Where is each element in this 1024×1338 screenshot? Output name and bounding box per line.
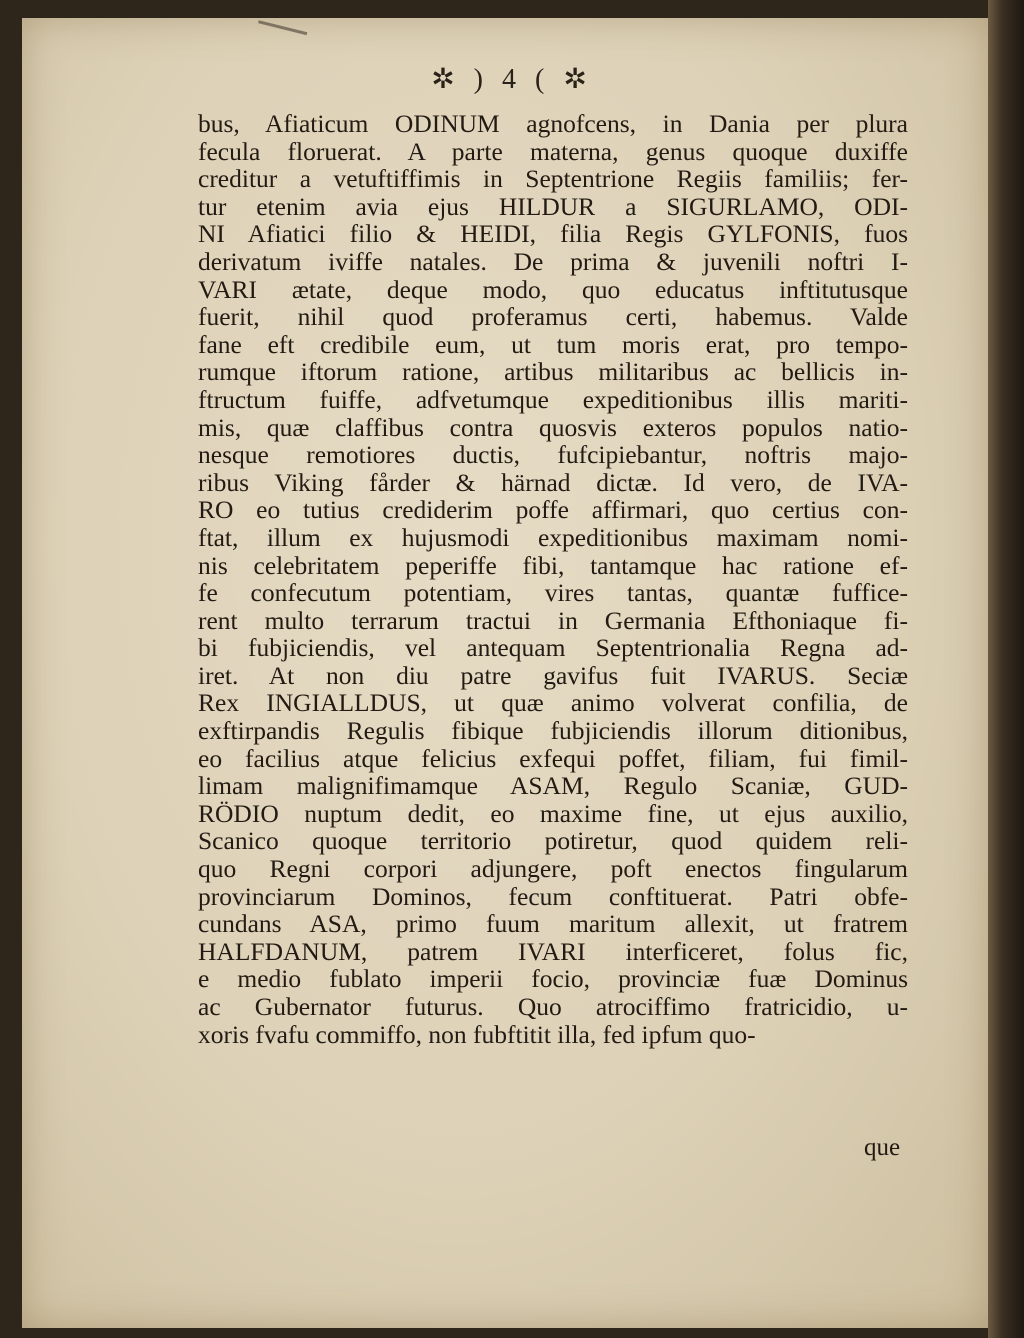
text-line: HALFDANUM, patrem IVARI interficeret, folus fic, [198, 936, 908, 966]
text-line: ftat, illum ex hujusmodi expeditionibus maximam nomi- [198, 522, 908, 552]
text-line: exftirpandis Regulis fibique fubjiciendis illorum ditionibus, [198, 716, 908, 746]
text-line: limam malignifimamque ASAM, Regulo Scaniæ, GUD- [198, 771, 908, 801]
text-line: RO eo tutius crediderim poffe affirmari, quo certius con- [198, 495, 908, 525]
text-line: rent multo terrarum tractui in Germania Efthoniaque fi- [198, 605, 908, 635]
text-line: ftructum fuiffe, adfvetumque expeditionibus illis mariti- [198, 384, 908, 414]
body-text [198, 110, 908, 1048]
text-line: bus, Afiaticum ODINUM agnofcens, in Dania per plura [198, 109, 908, 138]
text-line: mis, quæ claffibus contra quosvis exteros populos natio- [198, 412, 908, 442]
text-line: creditur a vetuftiffimis in Septentrione Regiis familiis; fer- [198, 164, 908, 194]
text-line: Rex INGIALLDUS, ut quæ animo volverat confilia, de [198, 688, 908, 718]
book-gutter [988, 0, 1024, 1338]
text-line: fe confecutum potentiam, vires tantas, quantæ fuffice- [198, 578, 908, 608]
text-line: tur etenim avia ejus HILDUR a SIGURLAMO, ODI- [198, 191, 908, 221]
text-line: iret. At non diu patre gavifus fuit IVARUS. Seciæ [198, 660, 908, 690]
text-line: nis celebritatem peperiffe fibi, tantamque hac ratione ef- [198, 550, 908, 580]
text-line: nesque remotiores ductis, fufcipiebantur, noftris majo- [198, 440, 908, 470]
text-line: rumque iftorum ratione, artibus militaribus ac bellicis in- [198, 357, 908, 387]
text-line: cundans ASA, primo fuum maritum allexit, ut fratrem [198, 909, 908, 939]
text-line: derivatum iviffe natales. De prima & juvenili noftri I- [198, 246, 908, 276]
text-line: ribus Viking fårder & härnad dictæ. Id vero, de IVA- [198, 467, 908, 497]
page-header: ✲ ) 4 ( ✲ [431, 64, 593, 95]
text-line: e medio fublato imperii focio, provinciæ fuæ Dominus [198, 964, 908, 994]
text-line: quo Regni corpori adjungere, poft enectos fingularum [198, 854, 908, 884]
text-line: RÖDIO nuptum dedit, eo maxime fine, ut ejus auxilio, [198, 798, 908, 828]
text-line: fuerit, nihil quod proferamus certi, habemus. Valde [198, 302, 908, 332]
text-line: fane eft credibile eum, ut tum moris erat, pro tempo- [198, 329, 908, 359]
text-line: eo facilius atque felicius exfequi poffet, filiam, fui fimil- [198, 743, 908, 773]
catchword: que [864, 1134, 901, 1161]
text-line: bi fubjiciendis, vel antequam Septentrionalia Regna ad- [198, 633, 908, 663]
text-line: Scanico quoque territorio potiretur, quod quidem reli- [198, 826, 908, 856]
text-line: provinciarum Dominos, fecum conftituerat. Patri obfe- [198, 881, 908, 911]
text-line: ac Gubernator futurus. Quo atrociffimo fratricidio, u- [198, 992, 908, 1021]
text-line: xoris fvafu commiffo, non fubftitit illa, fed ipfum quo- [198, 1019, 756, 1049]
text-line: fecula floruerat. A parte materna, genus quoque duxiffe [198, 136, 908, 166]
text-line: NI Afiatici filio & HEIDI, filia Regis GYLFONIS, fuos [198, 219, 908, 249]
text-line: VARI ætate, deque modo, quo educatus inftitutusque [198, 274, 908, 304]
